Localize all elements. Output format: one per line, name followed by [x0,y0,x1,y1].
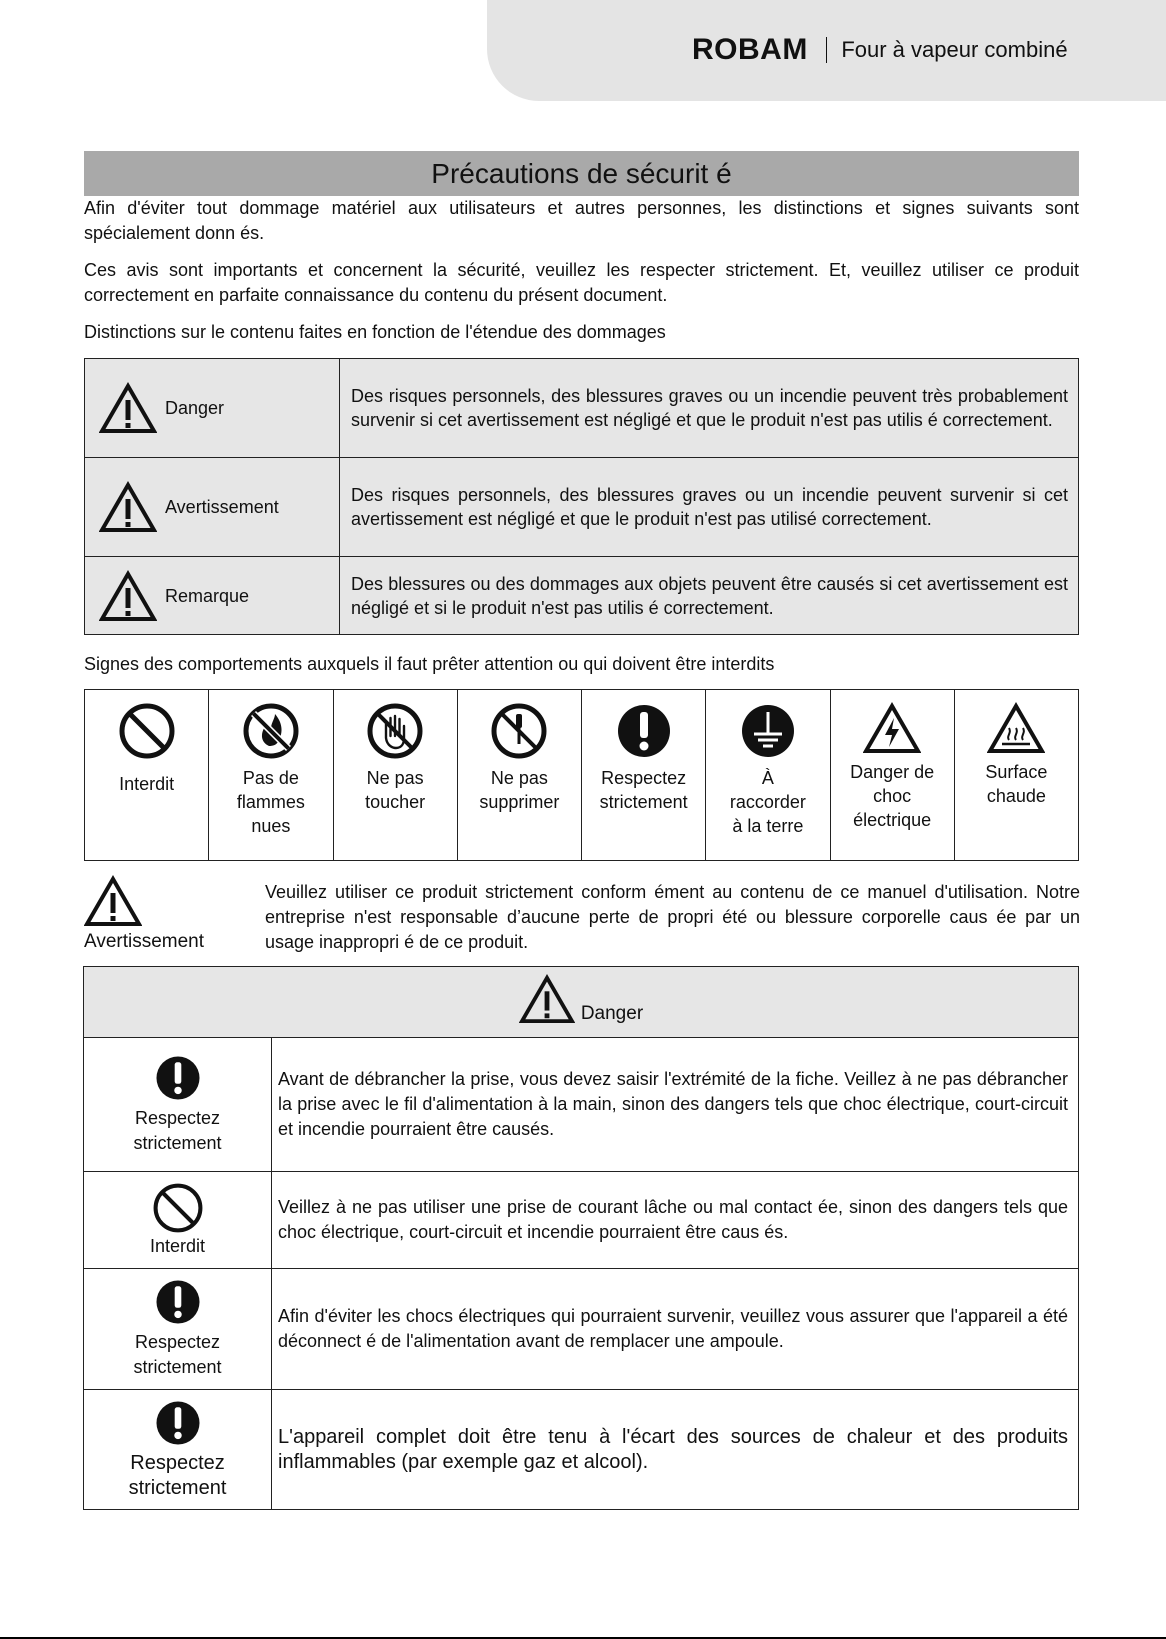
sign-label-line: flammes [236,792,305,812]
signs-heading: Signes des comportements auxquels il faut prêter attention ou qui doivent être interdits [84,654,775,674]
danger-row-label-line: Respectez [134,1107,221,1128]
danger-row [84,1172,1079,1269]
no-open-flame-icon [242,702,300,760]
sign-label-line: Danger de [850,762,935,782]
danger-row-label-line: strictement [133,1132,222,1153]
brand-logo: ROBAM [692,33,808,66]
danger-row-text: Afin d'éviter les chocs électriques qui pourraient survenir, veuillez vous assurer que l'appareil a été déconnect é de l'alimentation avant de remplacer une ampoule. [272,1269,1079,1390]
intro-paragraph-1: Afin d'éviter tout dommage matériel aux utilisateurs et autres personnes, les distinctions et signes suivants sont spécialement donn és. [84,198,1079,243]
intro-paragraph-2: Ces avis sont importants et concernent la sécurité, veuillez les respecter strictement. Et, veuillez utiliser ce produit correctement en parfaite connaissance du contenu du présent document. [84,260,1079,305]
no-touch-icon [366,702,424,760]
sign-label-line: à la terre [732,816,804,836]
danger-row-label-line: Respectez [130,1451,225,1474]
sign-cell [457,690,581,861]
distinction-label: Remarque [165,585,250,606]
warning-triangle-icon [99,481,157,533]
no-disassemble-icon [490,702,548,760]
prohibited-icon [118,702,176,760]
warning-label: Avertissement [84,931,205,952]
page-title: Précautions de sécurit é [84,151,1079,196]
brand-separator [826,37,828,63]
sign-label-line: nues [251,816,291,836]
ground-connection-icon [739,702,797,760]
distinction-row-danger [85,359,1079,458]
sign-label-line: choc [873,786,912,806]
sign-cell [706,690,830,861]
sign-cell [582,690,706,861]
distinctions-heading: Distinctions sur le contenu faites en fonction de l'étendue des dommages [84,322,666,342]
sign-label-line: électrique [853,810,932,830]
distinctions-table [84,358,1079,635]
sign-cell [954,690,1078,861]
sign-label: Interdit [119,774,175,794]
warning-triangle-icon [519,974,575,1024]
brand-header [692,33,1068,67]
product-name: Four à vapeur combiné [841,37,1068,62]
hot-surface-icon [987,702,1045,754]
warning-triangle-icon [99,570,157,622]
distinction-row-note [85,557,1079,635]
danger-row-label-line: strictement [133,1357,222,1377]
sign-label-line: Ne pas [366,768,424,788]
danger-table-header [84,967,1079,1038]
warning-triangle-icon [99,382,157,434]
distinction-description: Des risques personnels, des blessures graves ou un incendie peuvent très probablement survenir si cet avertissement est négligé et que le produit n'est pas utilis é correctement. [340,359,1079,458]
mandatory-exclamation-icon [154,1054,202,1102]
mandatory-exclamation-icon [154,1278,202,1326]
danger-row [84,1269,1079,1390]
sign-label-line: Pas de [242,768,299,788]
danger-row-label-line: Interdit [149,1235,206,1256]
danger-header-label: Danger [580,1002,644,1024]
danger-row [84,1390,1079,1510]
sign-label-line: supprimer [479,792,560,812]
danger-row-text: Veillez à ne pas utiliser une prise de courant lâche ou mal contact ée, sinon des dangers tels que choc électrique, court-circuit et incendie pourraient être caus és. [272,1172,1079,1269]
danger-row-label-line: strictement [128,1476,227,1499]
sign-label-line: Ne pas [490,768,548,788]
warning-triangle-icon [84,875,142,927]
sign-label-line: Respectez [601,768,687,788]
sign-label-line: À [761,768,774,788]
sign-label-line: Surface [985,762,1048,782]
distinction-label: Danger [165,398,225,418]
warning-block-label [84,875,234,954]
sign-cell [209,690,333,861]
electric-shock-icon [863,702,921,754]
distinction-description: Des risques personnels, des blessures graves ou un incendie peuvent survenir si cet avertissement est négligé et que le produit n'est pas utilisé correctement. [340,458,1079,557]
mandatory-exclamation-icon [154,1399,202,1447]
danger-row [84,1038,1079,1172]
prohibited-icon [152,1182,204,1234]
sign-cell [85,690,209,861]
distinction-label: Avertissement [165,497,279,517]
danger-row-text: Avant de débrancher la prise, vous devez saisir l'extrémité de la fiche. Veillez à ne pas débrancher la prise avec le fil d'alimentation à la main, sinon des dangers tels que choc électrique, court-circuit et incendie pourraient être causés. [272,1038,1079,1172]
sign-cell [830,690,954,861]
signs-table [84,689,1079,861]
distinction-description: Des blessures ou des dommages aux objets peuvent être causés si cet avertissement est négligé et si le produit n'est pas utilis é correctement. [340,557,1079,635]
sign-cell [333,690,457,861]
danger-row-text: L'appareil complet doit être tenu à l'écart des sources de chaleur et des produits inflammables (par exemple gaz et alcool). [272,1390,1079,1510]
warning-block-text: Veuillez utiliser ce produit strictement conform ément au contenu de ce manuel d'utilisation. Notre entreprise n'est responsable d’aucune perte de propri été ou blessure corporelle caus ée par un usage inappropri é de ce produit. [265,882,1080,952]
sign-label-line: strictement [599,792,688,812]
danger-table [83,966,1079,1510]
danger-row-label-line: Respectez [134,1332,221,1352]
sign-label-line: chaude [986,786,1046,806]
sign-label-line: raccorder [729,792,806,812]
distinction-row-warning [85,458,1079,557]
sign-label-line: toucher [365,792,426,812]
mandatory-exclamation-icon [615,702,673,760]
